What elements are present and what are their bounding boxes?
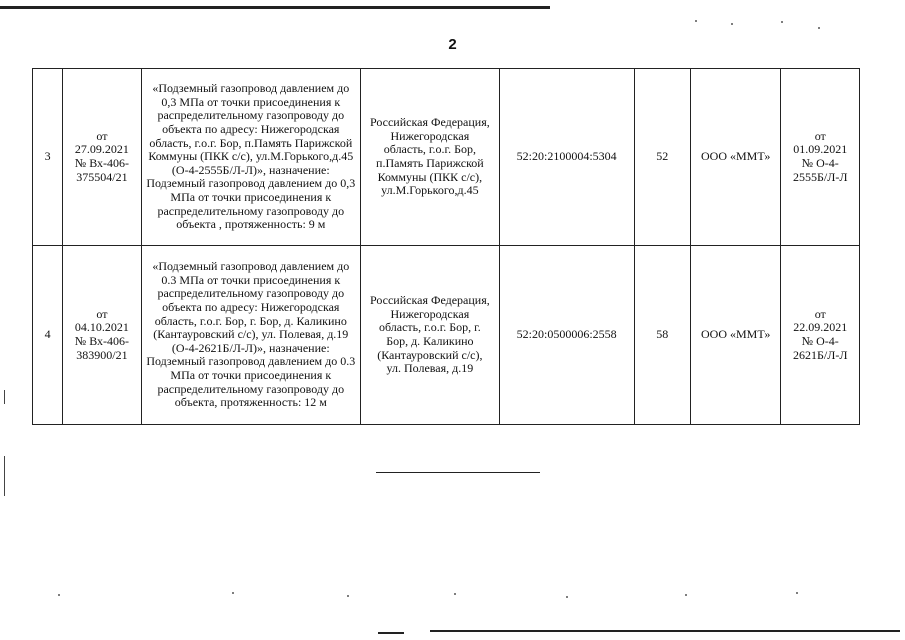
- registration-date-cell: от 27.09.2021 № Вх-406- 375504/21: [63, 69, 141, 246]
- contract-cell: от 22.09.2021 № О-4- 2621Б/Л-Л: [781, 246, 860, 425]
- scan-speck: [566, 596, 568, 598]
- scan-speck: [695, 20, 697, 22]
- scan-speck: [232, 592, 234, 594]
- organization-cell: ООО «ММТ»: [690, 69, 781, 246]
- contract-cell: от 01.09.2021 № О-4- 2555Б/Л-Л: [781, 69, 860, 246]
- scan-artifact-line-bottom: [430, 630, 900, 632]
- object-location-cell: Российская Федерация, Нижегородская область, г.о.г. Бор, п.Память Парижской Коммуны (ПКК с/с), ул.М.Горького,д.45: [360, 69, 499, 246]
- object-location-cell: Российская Федерация, Нижегородская область, г.о.г. Бор, г. Бор, д. Каликино (Кантауровский с/с), ул. Полевая, д.19: [360, 246, 499, 425]
- records-table: [32, 68, 860, 425]
- scan-speck: [685, 594, 687, 596]
- scan-margin-mark: [4, 390, 5, 404]
- length-cell: 58: [634, 246, 690, 425]
- table-row: [33, 69, 860, 246]
- section-divider: [376, 472, 540, 473]
- scan-speck: [731, 23, 733, 25]
- table-row: [33, 246, 860, 425]
- organization-cell: ООО «ММТ»: [690, 246, 781, 425]
- row-index-cell: 3: [33, 69, 63, 246]
- scan-speck: [818, 27, 820, 29]
- object-description-cell: «Подземный газопровод давлением до 0,3 МПа от точки присоединения к распределительному газопроводу до объекта по адресу: Нижегородская область, г.о.г. Бор, п.Память Парижской Коммуны (ПКК с/с), ул.М.Горького,д.45 (О-4-2555Б/Л-Л)», назначение: Подземный газопровод давлением до 0,3 МПа от точки присоединения к распределительному газопроводу до объекта , протяженность: 9 м: [141, 69, 360, 246]
- scan-artifact-line-top: [0, 6, 550, 9]
- length-cell: 52: [634, 69, 690, 246]
- scan-speck: [454, 593, 456, 595]
- cadastral-number-cell: 52:20:2100004:5304: [499, 69, 634, 246]
- object-description-cell: «Подземный газопровод давлением до 0.3 МПа от точки присоединения к распределительному газопроводу до объекта по адресу: Нижегородская область, г.о.г. Бор, г. Бор, д. Каликино (Кантауровский с/с), ул. Полевая, д.19 (О-4-2621Б/Л-Л)», назначение: Подземный газопровод давлением до 0.3 МПа от точки присоединения к распределительному газопроводу до объекта, протяженность: 12 м: [141, 246, 360, 425]
- row-index-cell: 4: [33, 246, 63, 425]
- page-number: 2: [448, 36, 457, 53]
- scan-speck: [58, 594, 60, 596]
- scan-artifact-line-bottom: [378, 632, 404, 634]
- scan-speck: [347, 595, 349, 597]
- cadastral-number-cell: 52:20:0500006:2558: [499, 246, 634, 425]
- scan-margin-mark: [4, 456, 5, 496]
- registration-date-cell: от 04.10.2021 № Вх-406- 383900/21: [63, 246, 141, 425]
- scan-speck: [796, 592, 798, 594]
- scan-speck: [781, 21, 783, 23]
